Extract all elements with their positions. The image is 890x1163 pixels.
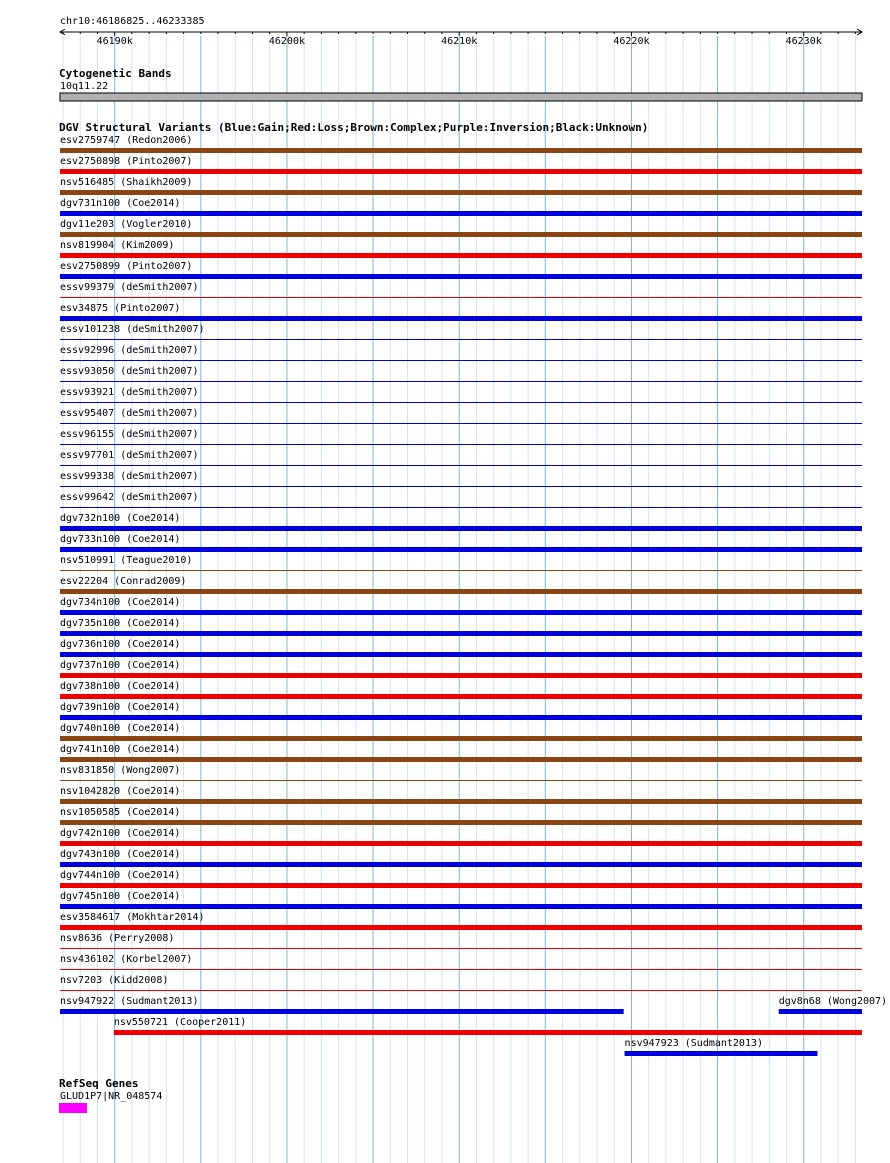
- variant-bar[interactable]: [60, 820, 862, 825]
- variant-feature[interactable]: [60, 471, 862, 487]
- variant-feature[interactable]: [60, 807, 862, 825]
- variant-feature[interactable]: [60, 429, 862, 445]
- variant-bar[interactable]: [60, 381, 862, 382]
- variant-bar[interactable]: [60, 925, 862, 930]
- variant-feature[interactable]: [60, 660, 862, 678]
- variant-feature[interactable]: [60, 555, 862, 571]
- variant-bar[interactable]: [60, 883, 862, 888]
- variant-feature[interactable]: [60, 282, 862, 298]
- variant-label: dgv740n100 (Coe2014): [60, 723, 181, 734]
- variant-label: dgv742n100 (Coe2014): [60, 828, 181, 839]
- variant-bar[interactable]: [60, 694, 862, 699]
- variant-feature[interactable]: [60, 387, 862, 403]
- variant-feature[interactable]: [60, 408, 862, 424]
- variant-bar[interactable]: [60, 316, 862, 321]
- variant-feature[interactable]: [60, 744, 862, 762]
- variant-bar[interactable]: [60, 715, 862, 720]
- variant-feature[interactable]: [60, 534, 862, 552]
- variant-label: dgv744n100 (Coe2014): [60, 870, 181, 881]
- variant-label: dgv11e203 (Vogler2010): [60, 219, 193, 230]
- variant-bar[interactable]: [60, 862, 862, 867]
- variant-feature[interactable]: [60, 450, 862, 466]
- variant-bar[interactable]: [60, 423, 862, 424]
- variant-bar[interactable]: [60, 339, 862, 340]
- variant-bar[interactable]: [60, 169, 862, 174]
- variant-label: nsv1042820 (Coe2014): [60, 786, 181, 797]
- grid-lines: [63, 36, 855, 1163]
- variant-feature[interactable]: [625, 1038, 818, 1056]
- variant-feature[interactable]: [60, 345, 862, 361]
- cytoband-bar[interactable]: [60, 93, 862, 101]
- cytoband-label: 10q11.22: [60, 81, 109, 92]
- variant-label: dgv741n100 (Coe2014): [60, 744, 181, 755]
- variant-label: essv101238 (deSmith2007): [60, 324, 205, 335]
- variant-bar[interactable]: [60, 990, 862, 991]
- variant-label: essv93050 (deSmith2007): [60, 366, 199, 377]
- variant-feature[interactable]: [60, 891, 862, 909]
- variant-bar[interactable]: [60, 948, 862, 949]
- variant-bar[interactable]: [625, 1051, 818, 1056]
- variant-label: nsv947923 (Sudmant2013): [624, 1038, 764, 1049]
- refseq-track-title: RefSeq Genes: [59, 1077, 139, 1090]
- variant-bar[interactable]: [60, 652, 862, 657]
- variant-label: esv2750899 (Pinto2007): [60, 261, 193, 272]
- variant-label: esv34875 (Pinto2007): [60, 303, 181, 314]
- variant-feature[interactable]: [60, 849, 862, 867]
- variant-label: esv2750898 (Pinto2007): [60, 156, 193, 167]
- variant-label: dgv735n100 (Coe2014): [60, 618, 181, 629]
- variant-feature[interactable]: [60, 828, 862, 846]
- variant-bar[interactable]: [60, 1009, 624, 1014]
- variant-feature[interactable]: [60, 219, 862, 237]
- variant-bar[interactable]: [114, 1030, 862, 1035]
- variant-feature[interactable]: [60, 870, 862, 888]
- variant-feature[interactable]: [60, 513, 862, 531]
- variant-feature[interactable]: [779, 996, 887, 1014]
- variant-bar[interactable]: [60, 190, 862, 195]
- variant-bar[interactable]: [60, 211, 862, 216]
- variant-label: esv22204 (Conrad2009): [60, 576, 187, 587]
- variant-bar[interactable]: [60, 631, 862, 636]
- variant-label: essv96155 (deSmith2007): [60, 429, 199, 440]
- variant-label: dgv733n100 (Coe2014): [60, 534, 181, 545]
- ruler-tick-label: 46220k: [613, 36, 650, 47]
- variant-bar[interactable]: [60, 402, 862, 403]
- variant-bar[interactable]: [60, 547, 862, 552]
- cytoband-title: Cytogenetic Bands: [59, 67, 172, 80]
- variant-bar[interactable]: [60, 507, 862, 508]
- variant-label: nsv436102 (Korbel2007): [60, 954, 193, 965]
- variant-feature[interactable]: [60, 303, 862, 321]
- variant-bar[interactable]: [60, 610, 862, 615]
- variant-feature[interactable]: [60, 723, 862, 741]
- variant-feature[interactable]: [60, 618, 862, 636]
- variant-label: dgv738n100 (Coe2014): [60, 681, 181, 692]
- variant-feature[interactable]: [60, 366, 862, 382]
- variant-feature[interactable]: [60, 681, 862, 699]
- dgv-track-title: DGV Structural Variants (Blue:Gain;Red:Loss;Brown:Complex;Purple:Inversion;Black:Unknown): [59, 121, 649, 134]
- variant-bar[interactable]: [60, 673, 862, 678]
- variant-label: essv99642 (deSmith2007): [60, 492, 199, 503]
- variant-feature[interactable]: [60, 702, 862, 720]
- refseq-track: [59, 1091, 162, 1113]
- ruler-tick-label: 46200k: [268, 36, 306, 47]
- variant-label: dgv731n100 (Coe2014): [60, 198, 181, 209]
- variant-feature[interactable]: [60, 177, 862, 195]
- variant-bar[interactable]: [60, 274, 862, 279]
- variant-feature[interactable]: [60, 786, 862, 804]
- variant-bar[interactable]: [60, 253, 862, 258]
- variant-label: dgv8n68 (Wong2007): [778, 996, 888, 1007]
- variant-label: nsv8636 (Perry2008): [60, 933, 175, 944]
- variant-label: esv2759747 (Redon2006): [60, 135, 193, 146]
- variant-label: essv99338 (deSmith2007): [60, 471, 199, 482]
- variant-label: dgv734n100 (Coe2014): [60, 597, 181, 608]
- region-label: chr10:46186825..46233385: [60, 16, 205, 27]
- variant-label: dgv737n100 (Coe2014): [60, 660, 181, 671]
- variant-bar[interactable]: [60, 736, 862, 741]
- variant-feature[interactable]: [60, 933, 862, 949]
- variant-label: nsv819904 (Kim2009): [60, 240, 175, 251]
- variant-feature[interactable]: [60, 597, 862, 615]
- variant-feature[interactable]: [60, 198, 862, 216]
- variant-label: nsv550721 (Cooper2011): [113, 1017, 247, 1028]
- variant-label: dgv732n100 (Coe2014): [60, 513, 181, 524]
- variant-bar[interactable]: [60, 465, 862, 466]
- variant-feature[interactable]: [60, 975, 862, 991]
- variant-bar[interactable]: [60, 799, 862, 804]
- variant-feature[interactable]: [60, 996, 624, 1014]
- variant-feature[interactable]: [60, 135, 862, 153]
- variant-feature[interactable]: [60, 912, 862, 930]
- variant-bar[interactable]: [60, 570, 862, 571]
- variant-bar[interactable]: [60, 444, 862, 445]
- variant-bar[interactable]: [60, 148, 862, 153]
- variant-label: dgv739n100 (Coe2014): [60, 702, 181, 713]
- variant-label: dgv745n100 (Coe2014): [60, 891, 181, 902]
- variant-bar[interactable]: [60, 297, 862, 298]
- variant-feature[interactable]: [60, 639, 862, 657]
- variant-label: nsv947922 (Sudmant2013): [60, 996, 199, 1007]
- variant-label: essv93921 (deSmith2007): [60, 387, 199, 398]
- variant-feature[interactable]: [60, 576, 862, 594]
- variant-label: dgv743n100 (Coe2014): [60, 849, 181, 860]
- ruler-tick-label: 46230k: [785, 36, 822, 47]
- variant-feature[interactable]: [60, 240, 862, 258]
- ruler-tick-label: 46190k: [96, 36, 133, 47]
- variant-label: essv97701 (deSmith2007): [60, 450, 199, 461]
- variant-feature[interactable]: [114, 1017, 862, 1035]
- variant-label: dgv736n100 (Coe2014): [60, 639, 181, 650]
- variant-bar[interactable]: [60, 969, 862, 970]
- variant-bar[interactable]: [60, 841, 862, 846]
- variant-feature[interactable]: [60, 765, 862, 781]
- variant-label: nsv831850 (Wong2007): [60, 765, 181, 776]
- variant-label: essv95407 (deSmith2007): [60, 408, 199, 419]
- variant-feature[interactable]: [60, 492, 862, 508]
- variant-feature[interactable]: [60, 954, 862, 970]
- variant-label: nsv1050585 (Coe2014): [60, 807, 181, 818]
- ruler: [60, 29, 862, 47]
- variant-label: nsv7203 (Kidd2008): [60, 975, 169, 986]
- variant-bar[interactable]: [60, 757, 862, 762]
- variant-feature[interactable]: [60, 324, 862, 340]
- variant-label: essv92996 (deSmith2007): [60, 345, 199, 356]
- variant-bar[interactable]: [60, 360, 862, 361]
- variant-bar[interactable]: [60, 780, 862, 781]
- gene-label: GLUD1P7|NR_048574: [60, 1091, 163, 1102]
- ruler-tick-label: 46210k: [441, 36, 478, 47]
- variant-label: esv3584617 (Mokhtar2014): [60, 912, 205, 923]
- variant-bar[interactable]: [60, 526, 862, 531]
- variant-label: essv99379 (deSmith2007): [60, 282, 199, 293]
- variant-bar[interactable]: [779, 1009, 862, 1014]
- variant-bar[interactable]: [60, 904, 862, 909]
- variant-bar[interactable]: [60, 232, 862, 237]
- variant-bar[interactable]: [60, 486, 862, 487]
- variant-label: nsv510991 (Teague2010): [60, 555, 193, 566]
- variant-bar[interactable]: [60, 589, 862, 594]
- variant-label: nsv516485 (Shaikh2009): [60, 177, 193, 188]
- gene-feature[interactable]: [59, 1103, 87, 1113]
- variant-feature[interactable]: [60, 156, 862, 174]
- variant-feature[interactable]: [60, 261, 862, 279]
